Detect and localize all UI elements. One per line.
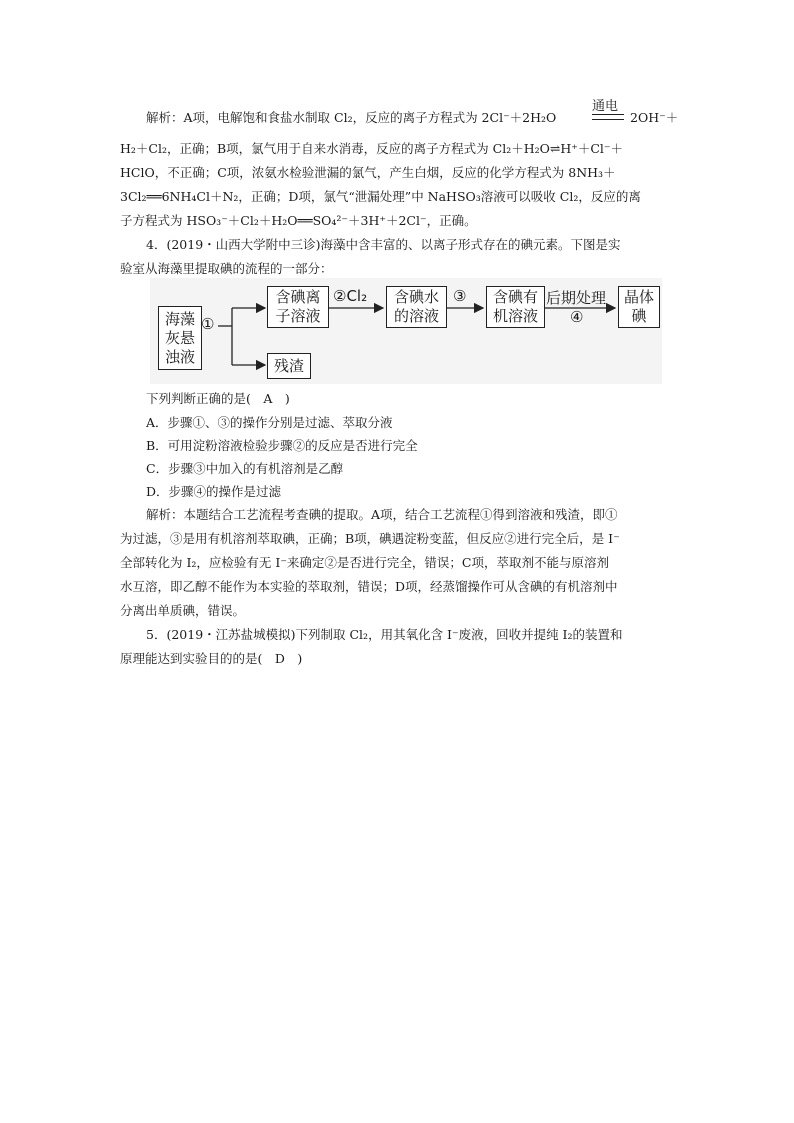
analysis-line: 全部转化为 I₂，应检验有无 I⁻来确定②是否进行完全，错误；C项，萃取剂不能与原溶剂 (120, 555, 609, 570)
residue-box: 残渣 (267, 353, 311, 379)
analysis-line: 子方程式为 HSO₃⁻＋Cl₂＋H₂O══SO₄²⁻＋3H⁺＋2Cl⁻，正确。 (120, 213, 477, 228)
option-b: B．可用淀粉溶液检验步骤②的反应是否进行完全 (146, 438, 418, 453)
question-4-prompt: 下列判断正确的是( A ) (146, 391, 290, 406)
question-5-stem: 原理能达到实验目的的是( D ) (120, 651, 303, 666)
question-4-stem: 验室从海藻里提取碘的流程的一部分： (120, 261, 333, 276)
step-1-label: ① (201, 315, 215, 333)
iodine-organic-box: 含碘有 机溶液 (486, 286, 545, 328)
seaweed-ash-box: 海藻 灰悬 浊液 (158, 306, 202, 370)
post-treatment-label: 后期处理 (546, 289, 607, 307)
analysis-line: 分离出单质碘，错误。 (120, 603, 246, 618)
electrolysis-condition: 通电 (592, 99, 619, 114)
equals-sign (592, 114, 624, 120)
question-5-stem: 5．(2019・江苏盐城模拟)下列制取 Cl₂，用其氧化含 I⁻废液，回收并提纯 I₂的装置和 (146, 627, 623, 642)
iodine-water-box: 含碘水 的溶液 (386, 286, 447, 328)
analysis-line: 解析：本题结合工艺流程考查碘的提取。A项，结合工艺流程①得到溶液和残渣，即① (146, 507, 618, 522)
option-a: A．步骤①、③的操作分别是过滤、萃取分液 (146, 415, 393, 430)
step-4-label: ④ (570, 308, 584, 326)
option-c: C．步骤③中加入的有机溶剂是乙醇 (146, 461, 344, 476)
option-d: D．步骤④的操作是过滤 (146, 484, 282, 499)
analysis-line: 水互溶，即乙醇不能作为本实验的萃取剂，错误；D项，经蒸馏操作可从含碘的有机溶剂中 (120, 579, 618, 594)
analysis-line: HClO，不正确；C项，浓氨水检验泄漏的氯气，产生白烟，反应的化学方程式为 8NH₃＋ (120, 165, 616, 180)
analysis-line: 3Cl₂══6NH₄Cl＋N₂，正确；D项，氯气“泄漏处理”中 NaHSO₃溶液可以吸收 Cl₂，反应的离 (120, 189, 641, 204)
question-4-stem: 4．(2019・山西大学附中三诊)海藻中含丰富的、以离子形式存在的碘元素。下图是实 (146, 237, 621, 252)
crystal-iodine-box: 晶体 碘 (618, 286, 660, 328)
equation-rhs: 2OH⁻＋ (630, 110, 679, 125)
analysis-line: H₂＋Cl₂，正确；B项，氯气用于自来水消毒，反应的离子方程式为 Cl₂＋H₂O⇌H⁺＋Cl⁻＋ (120, 141, 624, 156)
iodide-solution-box: 含碘离 子溶液 (267, 286, 329, 328)
analysis-line: 为过滤，③是用有机溶剂萃取碘，正确；B项，碘遇淀粉变蓝，但反应②进行完全后，是 I⁻ (120, 531, 620, 546)
step-3-label: ③ (453, 287, 467, 305)
step-2-label: ②Cl₂ (333, 287, 368, 305)
iodine-extraction-flowchart (150, 278, 662, 384)
analysis-line: 解析：A项，电解饱和食盐水制取 Cl₂，反应的离子方程式为 2Cl⁻＋2H₂O (146, 110, 557, 125)
